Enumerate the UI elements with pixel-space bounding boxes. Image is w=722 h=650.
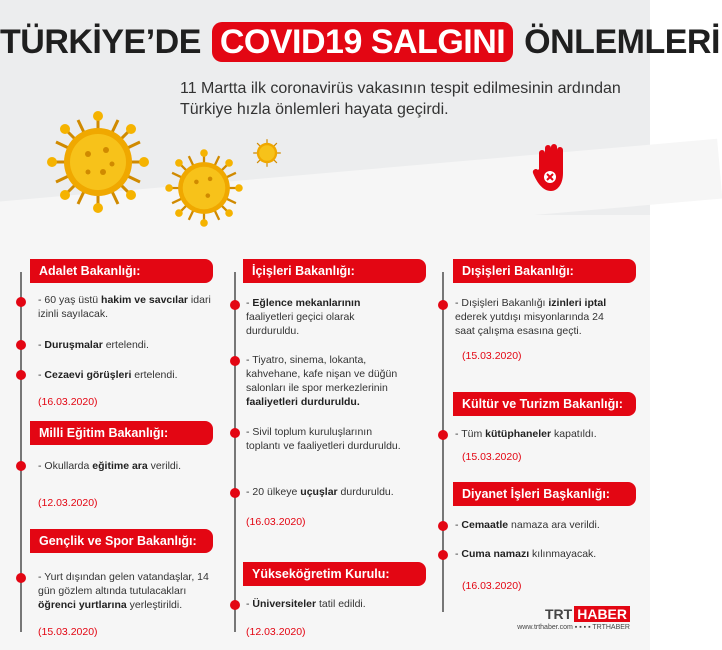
adalet-item-3: - Cezaevi görüşleri ertelendi. [38,369,178,381]
virus-icon-large [48,112,148,212]
heading-genclik: Gençlik ve Spor Bakanlığı: [30,529,213,553]
icisleri-item-4: - 20 ülkeye uçuşlar durduruldu. [246,486,394,498]
adalet-item-2: - Duruşmalar ertelendi. [38,339,149,351]
icisleri-item-3: - Sivil toplum kuruluşlarının toplantı ve faaliyetleri durduruldu. [246,426,401,452]
meb-item-1: - Okullarda eğitime ara verildi. [38,460,181,472]
disisleri-date: (15.03.2020) [462,350,522,362]
meb-date: (12.03.2020) [38,497,98,509]
diyanet-date: (16.03.2020) [462,580,522,592]
virus-icon-small [252,138,282,168]
diyanet-item-1: - Cemaatle namaza ara verildi. [455,519,600,531]
kultur-item-1: - Tüm kütüphaneler kapatıldı. [455,428,597,440]
bullet-dot [16,461,26,471]
heading-kultur: Kültür ve Turizm Bakanlığı: [453,392,636,416]
yok-date: (12.03.2020) [246,626,306,638]
disisleri-item-1: - Dışişleri Bakanlığı izinleri iptal ederek yutdışı misyonlarında 24 saat çalışma esasına geçti. [455,297,607,337]
virus-icon-medium [166,150,242,226]
adalet-item-1: - 60 yaş üstü hakim ve savcılar idari izinli sayılacak. [38,294,211,320]
brand-site: www.trthaber.com ▪ ▪ ▪ ▪ TRTHABER [517,624,630,631]
page-title [0,22,720,62]
bullet-dot [16,573,26,583]
bullet-dot [230,600,240,610]
icisleri-date: (16.03.2020) [246,516,306,528]
bullet-dot [230,488,240,498]
bullet-dot [230,428,240,438]
heading-adalet: Adalet Bakanlığı: [30,259,213,283]
heading-yok: Yükseköğretim Kurulu: [243,562,426,586]
genclik-item-1: - Yurt dışından gelen vatandaşlar, 14 gün gözlem altında tutulacakları öğrenci yurtlarına yerleştirildi. [38,571,209,611]
stop-hand-icon [531,143,575,193]
heading-diyanet: Diyanet İşleri Başkanlığı: [453,482,636,506]
title-part2: ÖNLEMLERİ [524,23,720,61]
bullet-dot [438,521,448,531]
logo-trt: TRT [545,606,573,622]
icisleri-item-1: - Eğlence mekanlarının faaliyetleri geçici olarak durduruldu. [246,297,361,337]
title-highlight: COVID19 SALGINI [212,22,513,62]
bullet-dot [16,370,26,380]
yok-item-1: - Üniversiteler tatil edildi. [246,598,366,610]
bullet-dot [16,297,26,307]
adalet-date: (16.03.2020) [38,396,98,408]
bullet-dot [438,300,448,310]
trt-haber-logo [517,606,630,622]
title-part1: TÜRKİYE’DE [0,23,201,61]
bullet-dot [230,356,240,366]
bullet-dot [230,300,240,310]
bullet-dot [438,430,448,440]
diyanet-item-2: - Cuma namazı kılınmayacak. [455,548,597,560]
bullet-dot [16,340,26,350]
intro-text: 11 Martta ilk coronavirüs vakasının tespit edilmesinin ardından Türkiye hızla önlemleri hayata geçirdi. [180,80,621,118]
timeline-line-right [442,272,444,612]
bullet-dot [438,550,448,560]
icisleri-item-2: - Tiyatro, sinema, lokanta, kahvehane, kafe nişan ve düğün salonları ile spor merkezlerinin faaliyetleri durduruldu. [246,354,398,408]
logo-haber: HABER [574,606,630,622]
heading-icisleri: İçişleri Bakanlığı: [243,259,426,283]
heading-meb: Milli Eğitim Bakanlığı: [30,421,213,445]
genclik-date: (15.03.2020) [38,626,98,638]
brand-block [517,606,630,631]
timeline-line-middle [234,272,236,632]
kultur-date: (15.03.2020) [462,451,522,463]
heading-disisleri: Dışişleri Bakanlığı: [453,259,636,283]
